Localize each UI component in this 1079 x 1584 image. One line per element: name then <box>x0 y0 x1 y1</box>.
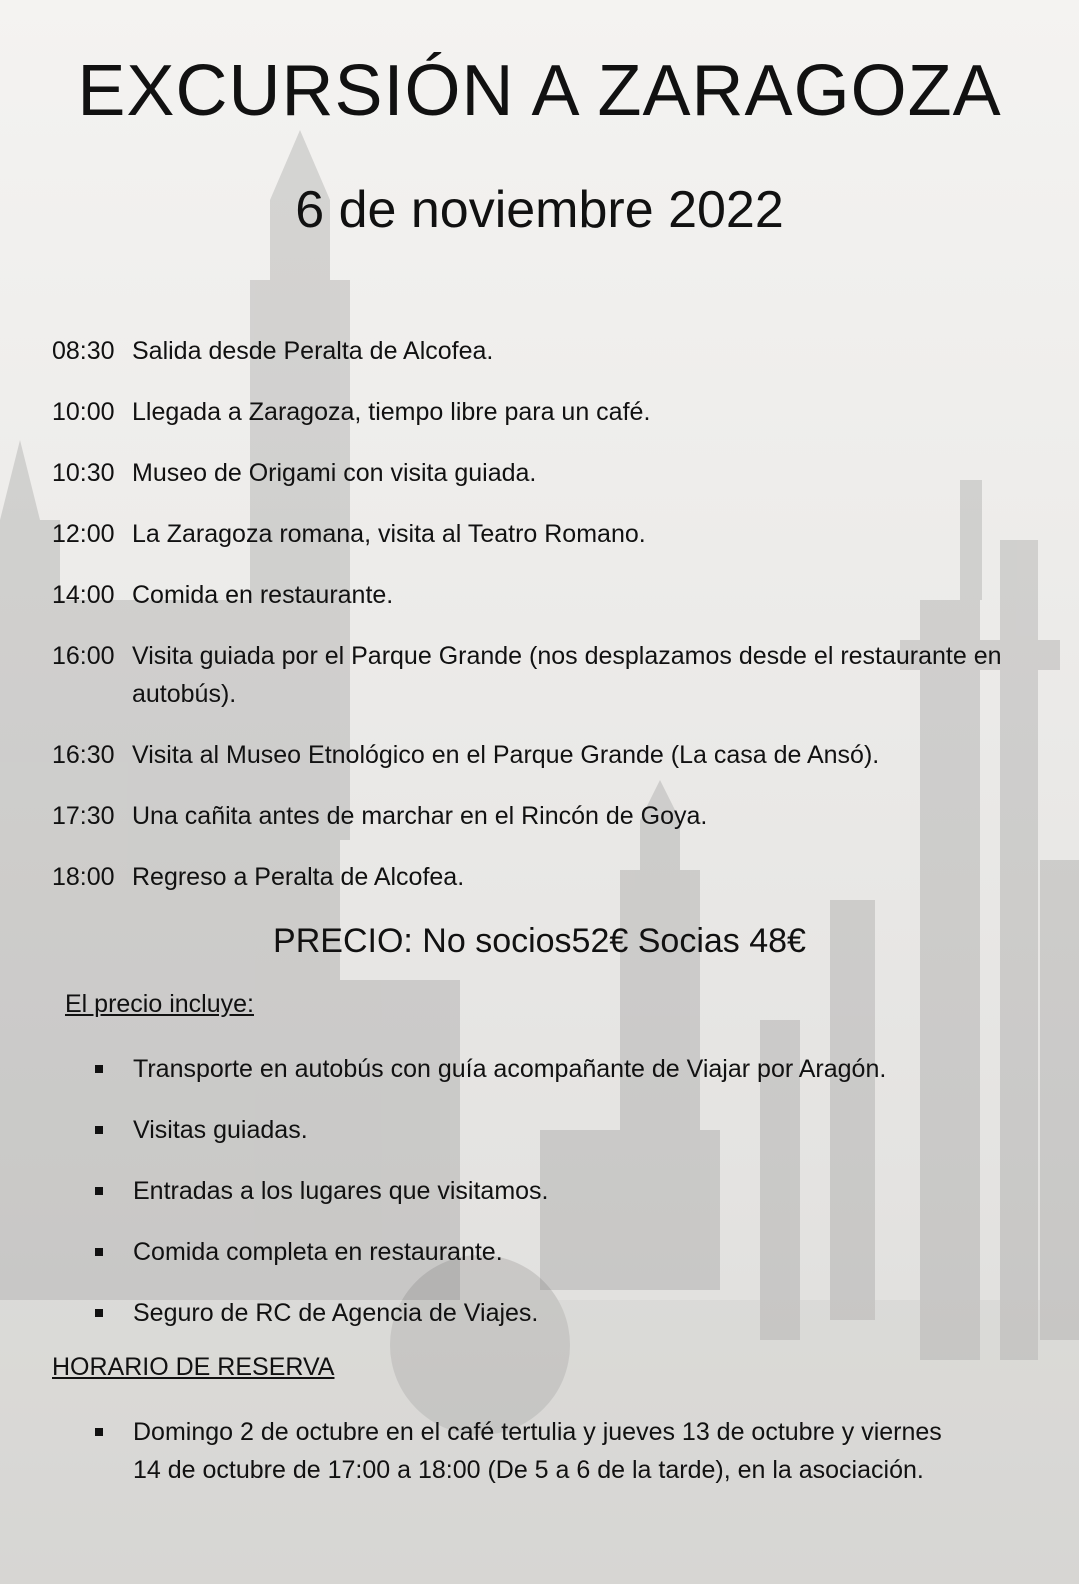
schedule-time: 12:00 <box>52 520 115 548</box>
schedule-item <box>52 576 1012 614</box>
list-item <box>95 1233 995 1271</box>
bullet-square-icon <box>95 1428 103 1436</box>
schedule-list <box>52 332 1012 919</box>
list-item <box>95 1111 995 1149</box>
schedule-text: Visita guiada por el Parque Grande (nos desplazamos desde el restaurante en autobús). <box>132 642 1002 708</box>
schedule-item <box>52 454 1012 492</box>
schedule-time: 16:30 <box>52 741 115 769</box>
schedule-item <box>52 858 1012 896</box>
reservation-list <box>95 1413 955 1489</box>
schedule-item <box>52 393 1012 431</box>
schedule-item <box>52 637 1012 713</box>
list-item-text: Entradas a los lugares que visitamos. <box>133 1177 549 1205</box>
schedule-time: 14:00 <box>52 581 115 609</box>
list-item-text: Visitas guiadas. <box>133 1116 308 1144</box>
bullet-square-icon <box>95 1187 103 1195</box>
bullet-square-icon <box>95 1309 103 1317</box>
schedule-time: 16:00 <box>52 642 115 670</box>
list-item-text: Domingo 2 de octubre en el café tertulia y jueves 13 de octubre y viernes 14 de octubre de 17:00 a 18:00 (De 5 a 6 de la tarde), en la asociación. <box>133 1418 942 1484</box>
schedule-item <box>52 332 1012 370</box>
schedule-text: Salida desde Peralta de Alcofea. <box>132 337 494 365</box>
list-item <box>95 1413 955 1489</box>
schedule-item <box>52 515 1012 553</box>
price-line: PRECIO: No socios52€ Socias 48€ <box>273 922 806 960</box>
schedule-time: 17:30 <box>52 802 115 830</box>
event-date: 6 de noviembre 2022 <box>295 181 784 239</box>
schedule-item <box>52 736 1012 774</box>
schedule-item <box>52 797 1012 835</box>
reservation-heading: HORARIO DE RESERVA <box>52 1353 335 1381</box>
schedule-time: 18:00 <box>52 863 115 891</box>
schedule-text: Regreso a Peralta de Alcofea. <box>132 863 465 891</box>
list-item-text: Seguro de RC de Agencia de Viajes. <box>133 1299 539 1327</box>
page-title: EXCURSIÓN A ZARAGOZA <box>77 51 1002 131</box>
list-item <box>95 1172 995 1210</box>
list-item <box>95 1050 995 1088</box>
includes-list <box>95 1050 995 1355</box>
schedule-text: Comida en restaurante. <box>132 581 394 609</box>
list-item-text: Comida completa en restaurante. <box>133 1238 503 1266</box>
schedule-text: Una cañita antes de marchar en el Rincón de Goya. <box>132 802 708 830</box>
bullet-square-icon <box>95 1065 103 1073</box>
schedule-text: La Zaragoza romana, visita al Teatro Romano. <box>132 520 646 548</box>
schedule-time: 10:30 <box>52 459 115 487</box>
list-item <box>95 1294 995 1332</box>
schedule-text: Visita al Museo Etnológico en el Parque Grande (La casa de Ansó). <box>132 741 880 769</box>
schedule-time: 10:00 <box>52 398 115 426</box>
list-item-text: Transporte en autobús con guía acompañante de Viajar por Aragón. <box>133 1055 887 1083</box>
includes-heading: El precio incluye: <box>65 990 254 1018</box>
schedule-text: Llegada a Zaragoza, tiempo libre para un café. <box>132 398 651 426</box>
bullet-square-icon <box>95 1248 103 1256</box>
schedule-text: Museo de Origami con visita guiada. <box>132 459 537 487</box>
schedule-time: 08:30 <box>52 337 115 365</box>
bullet-square-icon <box>95 1126 103 1134</box>
